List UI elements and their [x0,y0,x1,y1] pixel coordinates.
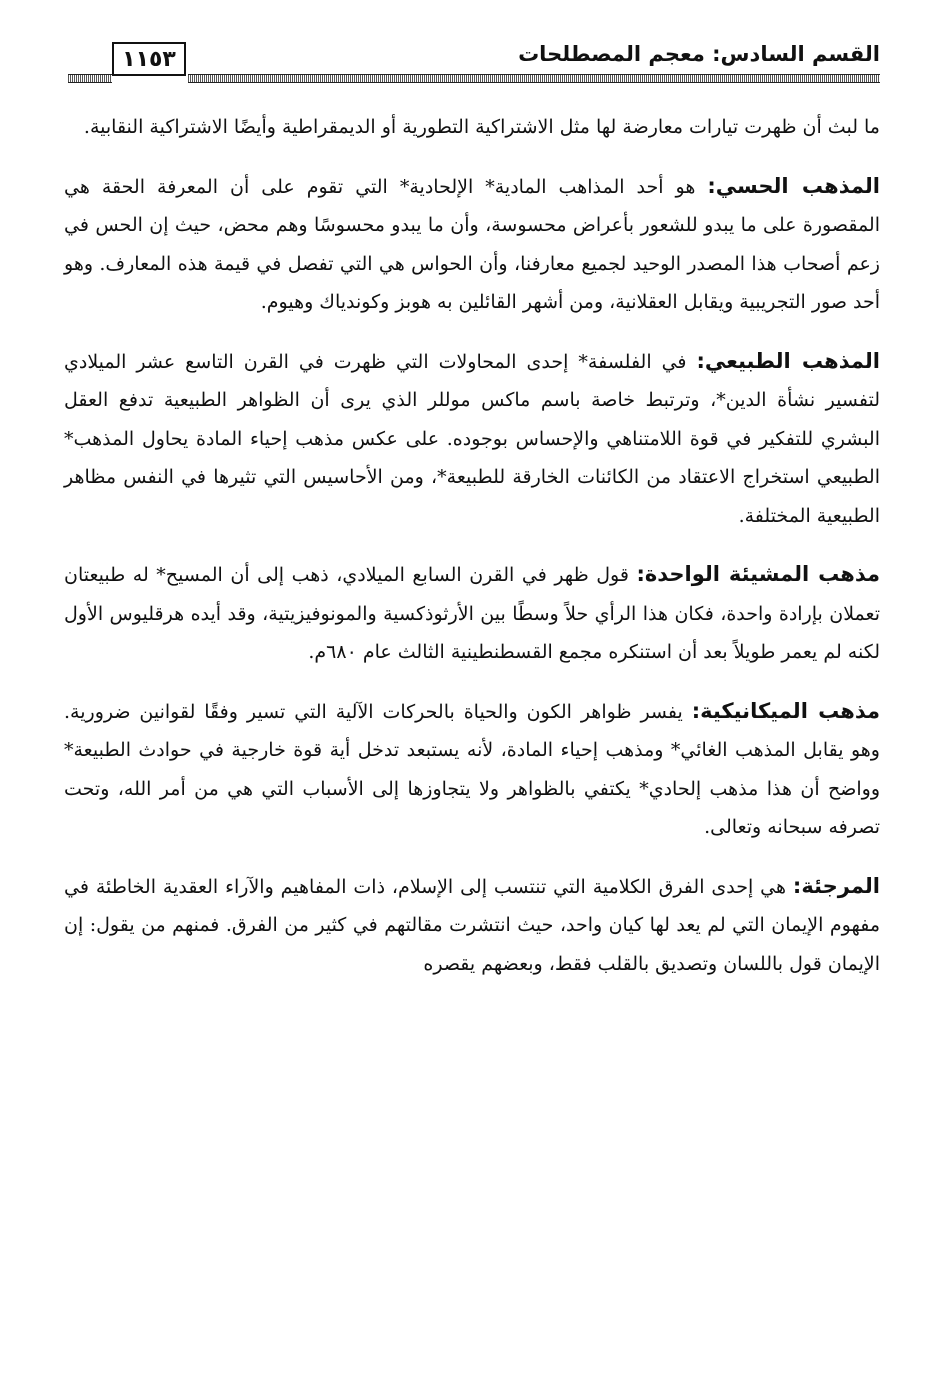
entry-term: مذهب المشيئة الواحدة: [636,562,880,586]
entry-term: المرجئة: [792,873,880,898]
page-header [68,38,880,84]
entry-definition: في الفلسفة* إحدى المحاولات التي ظهرت في القرن التاسع عشر الميلادي لتفسير نشأة الدين*، وترتبط خاصة باسم ماكس موللر الذي يرى أن الظواهر الطبيعية تدفع العقل البشري للتفكير في قوة اللامتناهي والإحساس بوجوده. على عكس مذهب إحياء المادة يحاول المذهب* الطبيعي استخراج الاعتقاد من الكائنات الخارقة للطبيعة*، ومن الأحاسيس التي تثيرها في النفس مظاهر الطبيعية المختلفة. [64,350,880,527]
entry-term: المذهب الحسي: [707,173,880,198]
entry-monothelitism [64,555,880,672]
paragraph-continuation [64,108,880,147]
page-number: ١١٥٣ [112,42,186,76]
entry-definition: هي إحدى الفرق الكلامية التي تنتسب إلى الإسلام، ذات المفاهيم والآراء العقدية الخاطئة في مفهوم الإيمان التي لم يعد لها كيان واحد، حيث انتشرت مقالتهم في كثير من الفرق. فمنهم من يقول: إن الإيمان قول باللسان وتصديق بالقلب فقط، وبعضهم يقصره [64,875,880,975]
entry-definition: قول ظهر في القرن السابع الميلادي، ذهب إلى أن المسيح* له طبيعتان تعملان بإرادة واحدة، فكان هذا الرأي حلاً وسطًا بين الأرثوذكسية والمونوفيزيتية، وقد أيده هرقليوس الأول لكنه لم يعمر طويلاً بعد أن استنكره مجمع القسطنطينية الثالث عام ٦٨٠م. [64,564,880,663]
entry-definition: يفسر ظواهر الكون والحياة بالحركات الآلية التي تسير وفقًا لقوانين ضرورية. وهو يقابل المذهب الغائي* ومذهب إحياء المادة، لأنه يستبعد تدخل أية قوة خارجية في حوادث الطبيعة* وواضح أن هذا مذهب إلحادي* يكتفي بالظواهر ولا يتجاوزها إلى الأسباب التي هي من أمر الله، وتحت تصرفه سبحانه وتعالى. [64,700,880,838]
entry-sensualism [64,167,880,322]
body-text [64,108,880,1003]
header-rule-left [68,74,112,83]
entry-definition: هو أحد المذاهب المادية* الإلحادية* التي تقوم على أن المعرفة الحقة هي المقصورة على ما يبدو للشعور بأعراض محسوسة، وأن ما يبدو محسوسًا وهم محض، حيث إن الحس في زعم أصحاب هذا المصدر الوحيد لجميع معارفنا، وأن الحواس هي التي تفصل في قيمة هذه المعارف. وهو أحد صور التجريبية ويقابل العقلانية، ومن أشهر القائلين به هوبز وكوندياك وهيوم. [64,175,880,313]
entry-term: مذهب الميكانيكية: [691,698,880,723]
header-rule [188,74,880,83]
entry-murjia [64,867,880,984]
section-title: القسم السادس: معجم المصطلحات [518,42,880,66]
entry-term: المذهب الطبيعي: [696,348,880,373]
entry-naturalism [64,342,880,536]
entry-mechanism [64,692,880,847]
paragraph-text: ما لبث أن ظهرت تيارات معارضة لها مثل الاشتراكية التطورية أو الديمقراطية وأيضًا الاشتراكية النقابية. [83,116,880,138]
